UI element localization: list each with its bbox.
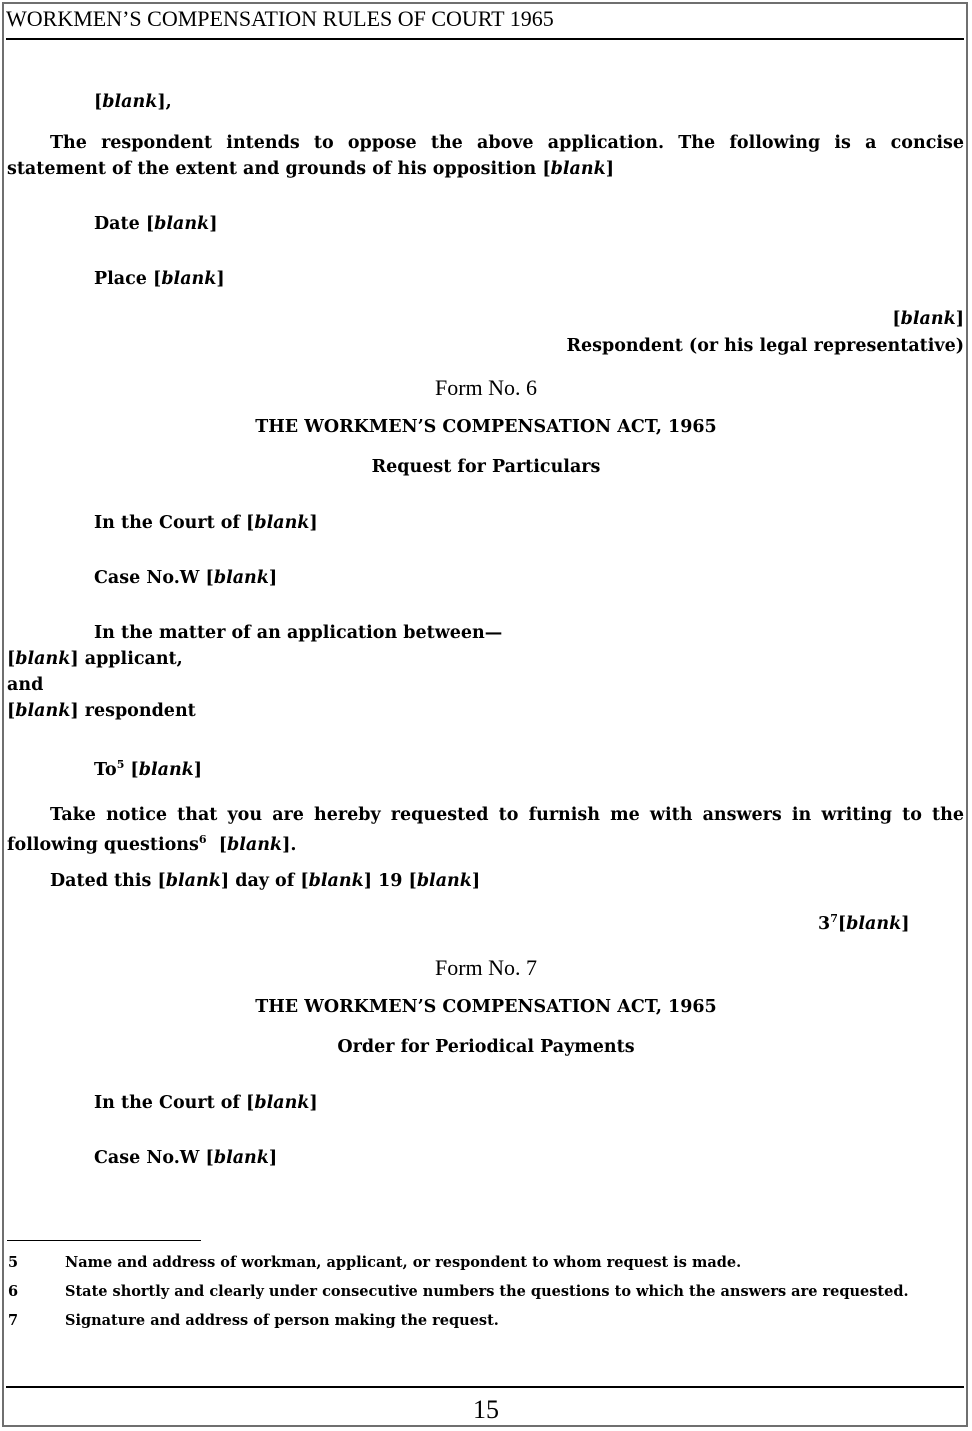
form6-signature-line: $3^7[blank]$ — [818, 912, 910, 934]
form6-dated-line: Dated this [blank] day of [blank] 19 [blank] — [50, 871, 481, 891]
running-header: WORKMEN’S COMPENSATION RULES OF COURT 1965 — [6, 6, 554, 31]
footnote-separator — [7, 1240, 201, 1241]
footnote-ref-6[interactable]: 6 — [198, 833, 207, 846]
footer-rule — [6, 1386, 964, 1388]
form7-court-line: In the Court of [blank] — [94, 1093, 318, 1113]
footnote-ref-7[interactable]: 7 — [830, 912, 838, 925]
form6-respondent-line: [blank] respondent — [7, 701, 196, 721]
form7-act-title: THE WORKMEN’S COMPENSATION ACT, 1965 — [255, 997, 717, 1017]
respondent-signature-label: Respondent (or his legal representative) — [566, 336, 964, 356]
header-rule — [6, 38, 964, 40]
footnote-7: 7 Signature and address of person making the request. — [8, 1312, 499, 1329]
form7-number: Form No. 7 — [434, 955, 538, 980]
form6-and-line: and — [7, 675, 44, 695]
footnote-ref-5[interactable]: 5 — [116, 758, 125, 771]
footnote-5: 5 Name and address of workman, applicant, or respondent to whom request is made. — [8, 1254, 742, 1271]
form6-applicant-line: [blank] applicant, — [7, 649, 183, 669]
respondent-signature-blank: [blank] — [892, 309, 964, 329]
place-line: Place [blank] — [94, 269, 225, 289]
form6-court-line: In the Court of [blank] — [94, 513, 318, 533]
page-number: 15 — [473, 1395, 499, 1424]
form6-matter-line: In the matter of an application between— — [94, 623, 503, 643]
form6-notice-paragraph: Take notice that you are hereby requested to furnish me with answers in writing to the following questions$^6$ [blank]. — [7, 805, 964, 855]
form6-subtitle: Request for Particulars — [371, 457, 601, 477]
opposition-statement: The respondent intends to oppose the above application. The following is a concise statement of the extent and grounds of his opposition [blank] — [7, 133, 964, 179]
form6-to-line: To$^5$ [blank] — [94, 758, 203, 780]
form6-act-title: THE WORKMEN’S COMPENSATION ACT, 1965 — [255, 417, 717, 437]
date-line: Date [blank] — [94, 214, 218, 234]
footnote-6: 6 State shortly and clearly under consecutive numbers the questions to which the answers are requested. — [8, 1283, 909, 1300]
form6-number: Form No. 6 — [434, 375, 538, 400]
form7-subtitle: Order for Periodical Payments — [337, 1037, 635, 1057]
form7-case-line: Case No.W [blank] — [94, 1148, 278, 1168]
intro-blank: [blank], — [94, 92, 172, 112]
form6-case-line: Case No.W [blank] — [94, 568, 278, 588]
